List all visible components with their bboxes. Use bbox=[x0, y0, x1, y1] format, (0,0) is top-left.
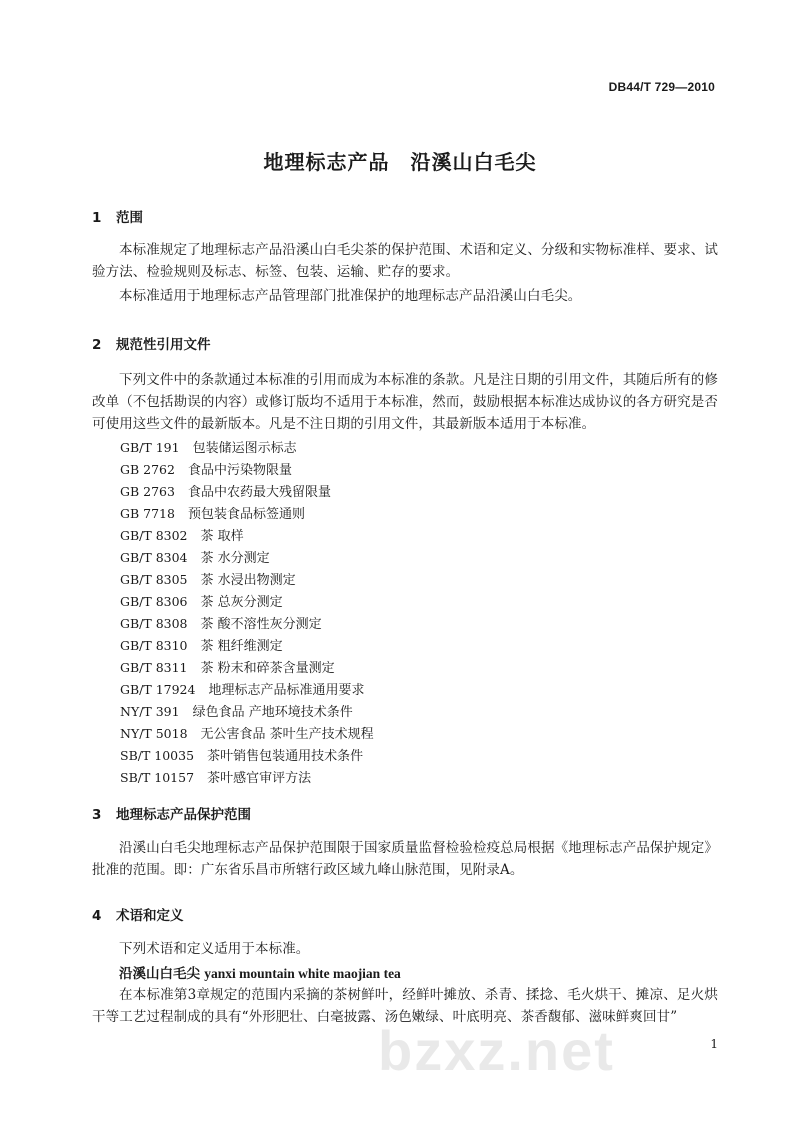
reference-item bbox=[120, 481, 331, 500]
reference-code: GB/T 17924 bbox=[120, 682, 196, 697]
watermark: bzxz.net bbox=[378, 1019, 615, 1082]
reference-title: 茶叶销售包装通用技术条件 bbox=[207, 749, 364, 764]
reference-title: 茶 粗纤维测定 bbox=[200, 639, 283, 654]
section-number: 3 bbox=[92, 807, 102, 823]
reference-title: 食品中农药最大残留限量 bbox=[187, 485, 331, 500]
section-heading-normative-references bbox=[92, 333, 211, 353]
reference-item bbox=[120, 679, 365, 698]
reference-title: 预包装食品标签通则 bbox=[187, 507, 305, 522]
section-number: 2 bbox=[92, 337, 102, 353]
reference-item bbox=[120, 701, 353, 720]
reference-title: 地理标志产品标准通用要求 bbox=[208, 683, 365, 698]
reference-item bbox=[120, 613, 322, 632]
reference-title: 无公害食品 茶叶生产技术规程 bbox=[200, 727, 374, 742]
reference-title: 茶 水分测定 bbox=[200, 551, 270, 566]
term-english: yanxi mountain white maojian tea bbox=[204, 966, 401, 981]
section-title: 规范性引用文件 bbox=[116, 337, 211, 353]
paragraph: 本标准适用于地理标志产品管理部门批准保护的地理标志产品沿溪山白毛尖。 bbox=[119, 288, 582, 304]
reference-title: 茶叶感官审评方法 bbox=[207, 771, 312, 786]
reference-title: 茶 水浸出物测定 bbox=[200, 573, 296, 588]
section-title: 范围 bbox=[116, 210, 143, 226]
term-chinese: 沿溪山白毛尖 bbox=[119, 966, 200, 982]
reference-title: 茶 取样 bbox=[200, 529, 244, 544]
reference-item bbox=[120, 547, 270, 566]
document-title: 地理标志产品 沿溪山白毛尖 bbox=[263, 150, 537, 174]
reference-code: SB/T 10157 bbox=[120, 770, 195, 785]
section-number: 4 bbox=[92, 908, 102, 924]
definition-paragraph: 在本标准第3章规定的范围内采摘的茶树鲜叶，经鲜叶摊放、杀青、揉捻、毛火烘干、摊凉、足火烘干等工艺过程制成的具有“外形肥壮、白毫披露、汤色嫩绿、叶底明亮、茶香馥郁、滋味鲜爽回甘” bbox=[92, 987, 718, 1025]
reference-code: GB 7718 bbox=[120, 506, 175, 521]
reference-title: 茶 酸不溶性灰分测定 bbox=[200, 617, 322, 632]
paragraph: 本标准规定了地理标志产品沿溪山白毛尖茶的保护范围、术语和定义、分级和实物标准样、要求、试验方法、检验规则及标志、标签、包装、运输、贮存的要求。 bbox=[92, 242, 718, 280]
reference-item bbox=[120, 745, 363, 764]
section-title: 术语和定义 bbox=[116, 908, 184, 924]
term-entry bbox=[119, 962, 401, 982]
reference-code: GB/T 8310 bbox=[120, 638, 188, 653]
reference-item bbox=[120, 437, 297, 456]
paragraph: 沿溪山白毛尖地理标志产品保护范围限于国家质量监督检验检疫总局根据《地理标志产品保护规定》批准的范围。即：广东省乐昌市所辖行政区域九峰山脉范围，见附录A。 bbox=[92, 840, 718, 878]
paragraph: 下列文件中的条款通过本标准的引用而成为本标准的条款。凡是注日期的引用文件，其随后所有的修改单（不包括勘误的内容）或修订版均不适用于本标准，然而，鼓励根据本标准达成协议的各方研究是否可使用这些文件的最新版本。凡是不注日期的引用文件，其最新版本适用于本标准。 bbox=[92, 372, 718, 432]
reference-code: GB/T 8311 bbox=[120, 660, 188, 675]
section-heading-terms-definitions bbox=[92, 904, 184, 924]
reference-code: GB/T 191 bbox=[120, 440, 180, 455]
reference-item bbox=[120, 635, 283, 654]
reference-item bbox=[120, 591, 283, 610]
reference-code: NY/T 5018 bbox=[120, 726, 188, 741]
document-number: DB44/T 729—2010 bbox=[608, 80, 715, 94]
reference-title: 食品中污染物限量 bbox=[187, 463, 292, 478]
page-number: 1 bbox=[710, 1037, 718, 1051]
reference-code: NY/T 391 bbox=[120, 704, 180, 719]
section-title: 地理标志产品保护范围 bbox=[116, 807, 251, 823]
reference-code: GB/T 8302 bbox=[120, 528, 188, 543]
reference-code: GB/T 8308 bbox=[120, 616, 188, 631]
reference-code: SB/T 10035 bbox=[120, 748, 195, 763]
reference-code: GB/T 8305 bbox=[120, 572, 188, 587]
reference-item bbox=[120, 459, 292, 478]
reference-item bbox=[120, 723, 374, 742]
reference-item bbox=[120, 525, 244, 544]
reference-code: GB/T 8304 bbox=[120, 550, 188, 565]
paragraph: 下列术语和定义适用于本标准。 bbox=[119, 941, 310, 957]
reference-item bbox=[120, 657, 335, 676]
reference-code: GB 2763 bbox=[120, 484, 175, 499]
reference-item bbox=[120, 569, 296, 588]
section-heading-protection-scope bbox=[92, 803, 251, 823]
reference-title: 茶 总灰分测定 bbox=[200, 595, 283, 610]
reference-item bbox=[120, 767, 311, 786]
reference-title: 包装储运图示标志 bbox=[192, 441, 297, 456]
reference-code: GB 2762 bbox=[120, 462, 175, 477]
section-heading-scope bbox=[92, 206, 143, 226]
reference-code: GB/T 8306 bbox=[120, 594, 188, 609]
reference-title: 茶 粉末和碎茶含量测定 bbox=[200, 661, 335, 676]
section-number: 1 bbox=[92, 210, 102, 226]
reference-title: 绿色食品 产地环境技术条件 bbox=[192, 705, 353, 720]
reference-item bbox=[120, 503, 305, 522]
